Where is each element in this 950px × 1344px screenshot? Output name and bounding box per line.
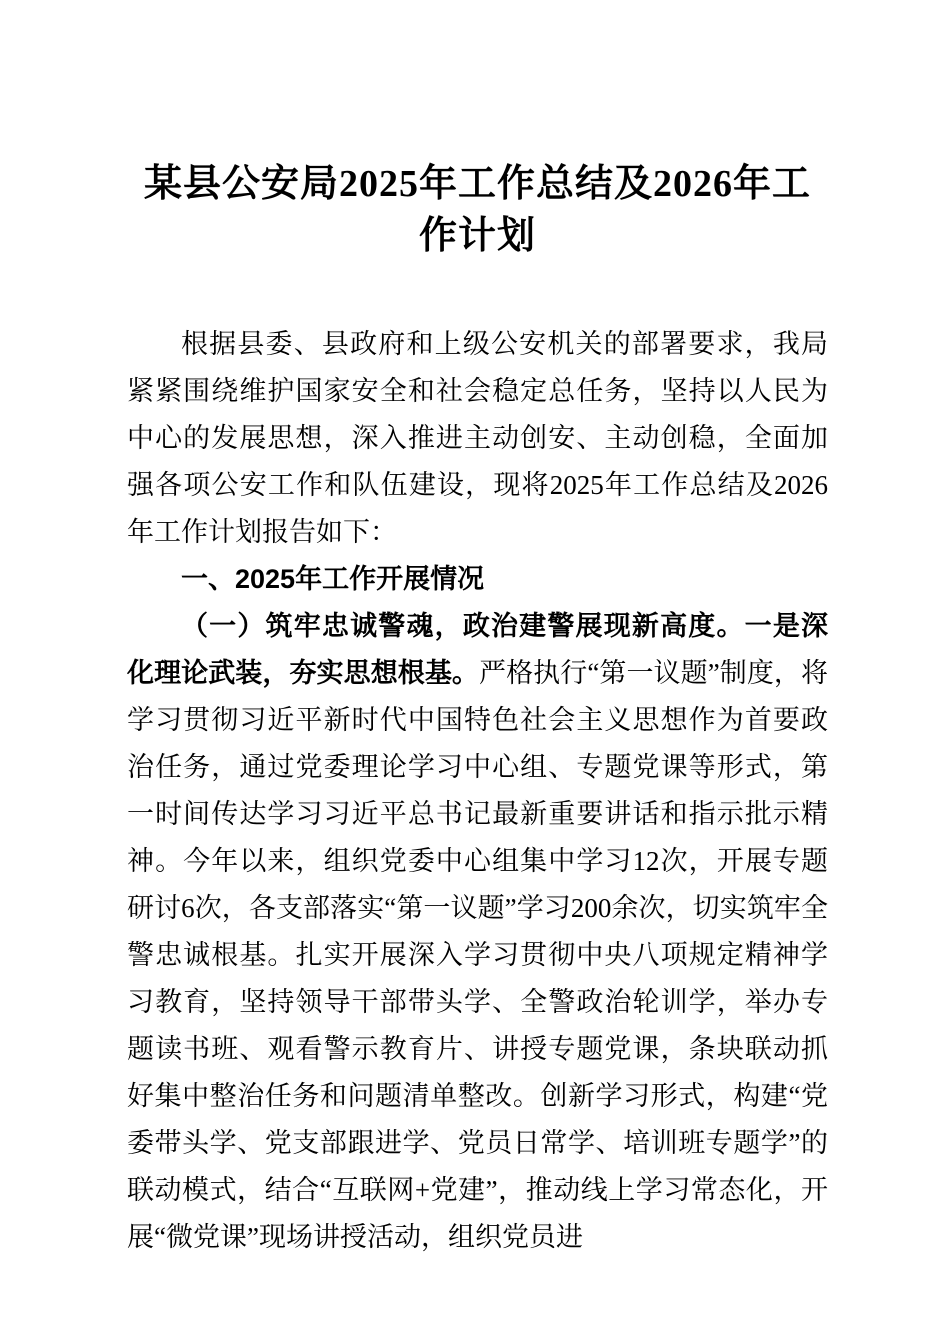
subsection-paragraph <box>127 603 828 1261</box>
document-title: 某县公安局2025年工作总结及2026年工作计划 <box>143 163 811 258</box>
subsection-bold-lead: （一）筑牢忠诚警魂，政治建警展现新高度。一是深化理论武装，夯实思想根基。 <box>127 610 828 688</box>
section-heading-1: 一、2025年工作开展情况 <box>181 563 485 594</box>
intro-paragraph: 根据县委、县政府和上级公安机关的部署要求，我局紧紧围绕维护国家安全和社会稳定总任务，坚持以人民为中心的发展思想，深入推进主动创安、主动创稳，全面加强各项公安工作和队伍建设，现将2025年工作总结及2026年工作计划报告如下： <box>127 328 828 547</box>
subsection-body-text: 严格执行“第一议题”制度，将学习贯彻习近平新时代中国特色社会主义思想作为首要政治任务，通过党委理论学习中心组、专题党课等形式，第一时间传达学习习近平总书记最新重要讲话和指示批示精神。今年以来，组织党委中心组集中学习12次，开展专题研讨6次，各支部落实“第一议题”学习200余次，切实筑牢全警忠诚根基。扎实开展深入学习贯彻中央八项规定精神学习教育，坚持领导干部带头学、全警政治轮训学，举办专题读书班、观看警示教育片、讲授专题党课，条块联动抓好集中整治任务和问题清单整改。创新学习形式，构建“党委带头学、党支部跟进学、党员日常学、培训班专题学”的联动模式，结合“互联网+党建”，推动线上学习常态化，开展“微党课”现场讲授活动，组织党员进 <box>127 657 828 1252</box>
